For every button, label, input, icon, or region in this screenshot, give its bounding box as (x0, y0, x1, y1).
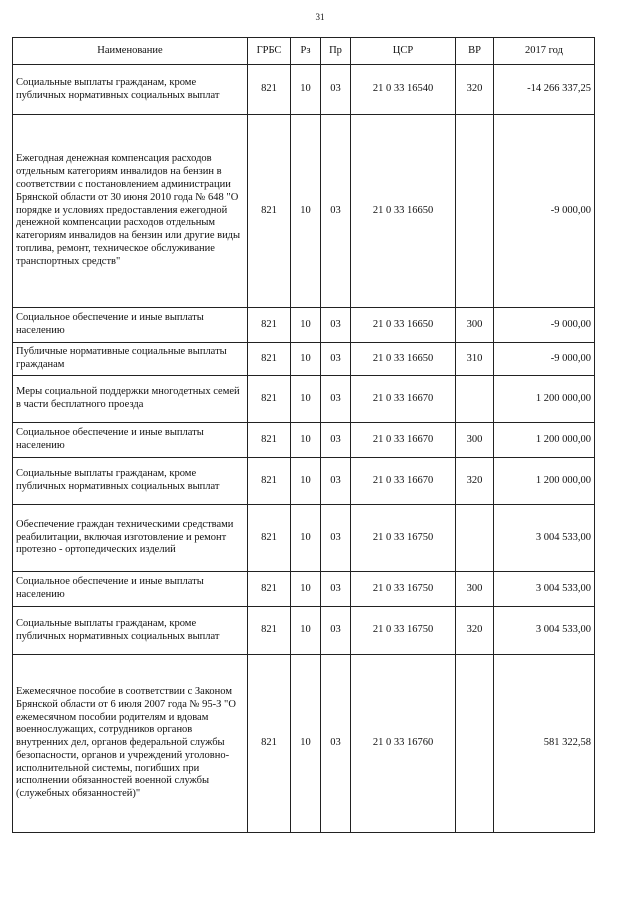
cell-amount: -14 266 337,25 (494, 65, 595, 115)
cell-name: Социальное обеспечение и иные выплаты населению (13, 423, 248, 458)
cell-amount: -9 000,00 (494, 115, 595, 308)
cell-csr: 21 0 33 16750 (351, 572, 456, 607)
cell-rz: 10 (291, 343, 321, 376)
table-row (13, 458, 595, 505)
cell-name: Меры социальной поддержки многодетных семей в части бесплатного проезда (13, 376, 248, 423)
cell-vr: 310 (456, 343, 494, 376)
cell-grbs: 821 (248, 572, 291, 607)
cell-pr: 03 (321, 376, 351, 423)
cell-name: Социальные выплаты гражданам, кроме публичных нормативных социальных выплат (13, 458, 248, 505)
table-row (13, 343, 595, 376)
cell-grbs: 821 (248, 115, 291, 308)
cell-grbs: 821 (248, 655, 291, 833)
table-row (13, 308, 595, 343)
cell-amount: 3 004 533,00 (494, 505, 595, 572)
cell-amount: 3 004 533,00 (494, 572, 595, 607)
cell-grbs: 821 (248, 308, 291, 343)
cell-csr: 21 0 33 16670 (351, 458, 456, 505)
table-header-row (13, 38, 595, 65)
cell-rz: 10 (291, 572, 321, 607)
table-row (13, 423, 595, 458)
cell-pr: 03 (321, 655, 351, 833)
cell-amount: -9 000,00 (494, 308, 595, 343)
cell-rz: 10 (291, 65, 321, 115)
cell-rz: 10 (291, 655, 321, 833)
cell-grbs: 821 (248, 376, 291, 423)
cell-amount: 581 322,58 (494, 655, 595, 833)
cell-name: Социальные выплаты гражданам, кроме публичных нормативных социальных выплат (13, 607, 248, 655)
cell-grbs: 821 (248, 458, 291, 505)
cell-grbs: 821 (248, 505, 291, 572)
cell-rz: 10 (291, 607, 321, 655)
cell-vr: 300 (456, 423, 494, 458)
budget-table (12, 37, 595, 833)
cell-pr: 03 (321, 505, 351, 572)
cell-name: Социальное обеспечение и иные выплаты населению (13, 308, 248, 343)
cell-pr: 03 (321, 458, 351, 505)
cell-vr: 320 (456, 458, 494, 505)
cell-vr: 320 (456, 65, 494, 115)
cell-pr: 03 (321, 308, 351, 343)
cell-amount: 1 200 000,00 (494, 376, 595, 423)
cell-rz: 10 (291, 115, 321, 308)
cell-pr: 03 (321, 115, 351, 308)
cell-csr: 21 0 33 16540 (351, 65, 456, 115)
cell-vr (456, 115, 494, 308)
cell-grbs: 821 (248, 423, 291, 458)
cell-csr: 21 0 33 16760 (351, 655, 456, 833)
header-name: Наименование (13, 38, 248, 65)
cell-pr: 03 (321, 65, 351, 115)
cell-grbs: 821 (248, 65, 291, 115)
cell-grbs: 821 (248, 607, 291, 655)
header-rz: Рз (291, 38, 321, 65)
table-row (13, 65, 595, 115)
table-row (13, 376, 595, 423)
table-row (13, 607, 595, 655)
cell-vr: 300 (456, 308, 494, 343)
header-pr: Пр (321, 38, 351, 65)
cell-name: Обеспечение граждан техническими средствами реабилитации, включая изготовление и ремонт протезно - ортопедических изделий (13, 505, 248, 572)
cell-csr: 21 0 33 16670 (351, 423, 456, 458)
cell-pr: 03 (321, 423, 351, 458)
cell-csr: 21 0 33 16650 (351, 343, 456, 376)
table-row (13, 115, 595, 308)
cell-name: Социальное обеспечение и иные выплаты населению (13, 572, 248, 607)
cell-csr: 21 0 33 16670 (351, 376, 456, 423)
cell-vr (456, 655, 494, 833)
cell-csr: 21 0 33 16750 (351, 607, 456, 655)
table-row (13, 505, 595, 572)
table-row (13, 572, 595, 607)
cell-amount: 3 004 533,00 (494, 607, 595, 655)
cell-vr: 320 (456, 607, 494, 655)
cell-rz: 10 (291, 505, 321, 572)
cell-vr (456, 376, 494, 423)
cell-name: Публичные нормативные социальные выплаты гражданам (13, 343, 248, 376)
header-csr: ЦСР (351, 38, 456, 65)
cell-rz: 10 (291, 376, 321, 423)
cell-grbs: 821 (248, 343, 291, 376)
cell-pr: 03 (321, 572, 351, 607)
cell-csr: 21 0 33 16650 (351, 115, 456, 308)
cell-csr: 21 0 33 16650 (351, 308, 456, 343)
cell-rz: 10 (291, 423, 321, 458)
header-vr: ВР (456, 38, 494, 65)
header-grbs: ГРБС (248, 38, 291, 65)
cell-name: Социальные выплаты гражданам, кроме публичных нормативных социальных выплат (13, 65, 248, 115)
table-row (13, 655, 595, 833)
cell-csr: 21 0 33 16750 (351, 505, 456, 572)
cell-name: Ежегодная денежная компенсация расходов отдельным категориям инвалидов на бензин в соответствии с постановлением администрации Брянской области от 30 июня 2010 года № 648 "О порядке и условиях предоставления ежегодной денежной компенсации расходов отдельным категориям инвалидов на бензин или другие виды топлива, ремонт, техническое обслуживание транспортных средств" (13, 115, 248, 308)
header-year: 2017 год (494, 38, 595, 65)
cell-amount: 1 200 000,00 (494, 458, 595, 505)
cell-rz: 10 (291, 458, 321, 505)
cell-amount: -9 000,00 (494, 343, 595, 376)
page-number: 31 (315, 12, 325, 22)
cell-amount: 1 200 000,00 (494, 423, 595, 458)
cell-vr: 300 (456, 572, 494, 607)
cell-pr: 03 (321, 343, 351, 376)
cell-name: Ежемесячное пособие в соответствии с Законом Брянской области от 6 июля 2007 года № 95-З "О ежемесячном пособии родителям и вдовам военнослужащих, сотрудников органов внутренних дел, органов федеральной службы безопасности, органов и учреждений уголовно-исполнительной системы, погибших при исполнении обязанностей военной службы (служебных обязанностей)" (13, 655, 248, 833)
cell-rz: 10 (291, 308, 321, 343)
cell-vr (456, 505, 494, 572)
cell-pr: 03 (321, 607, 351, 655)
